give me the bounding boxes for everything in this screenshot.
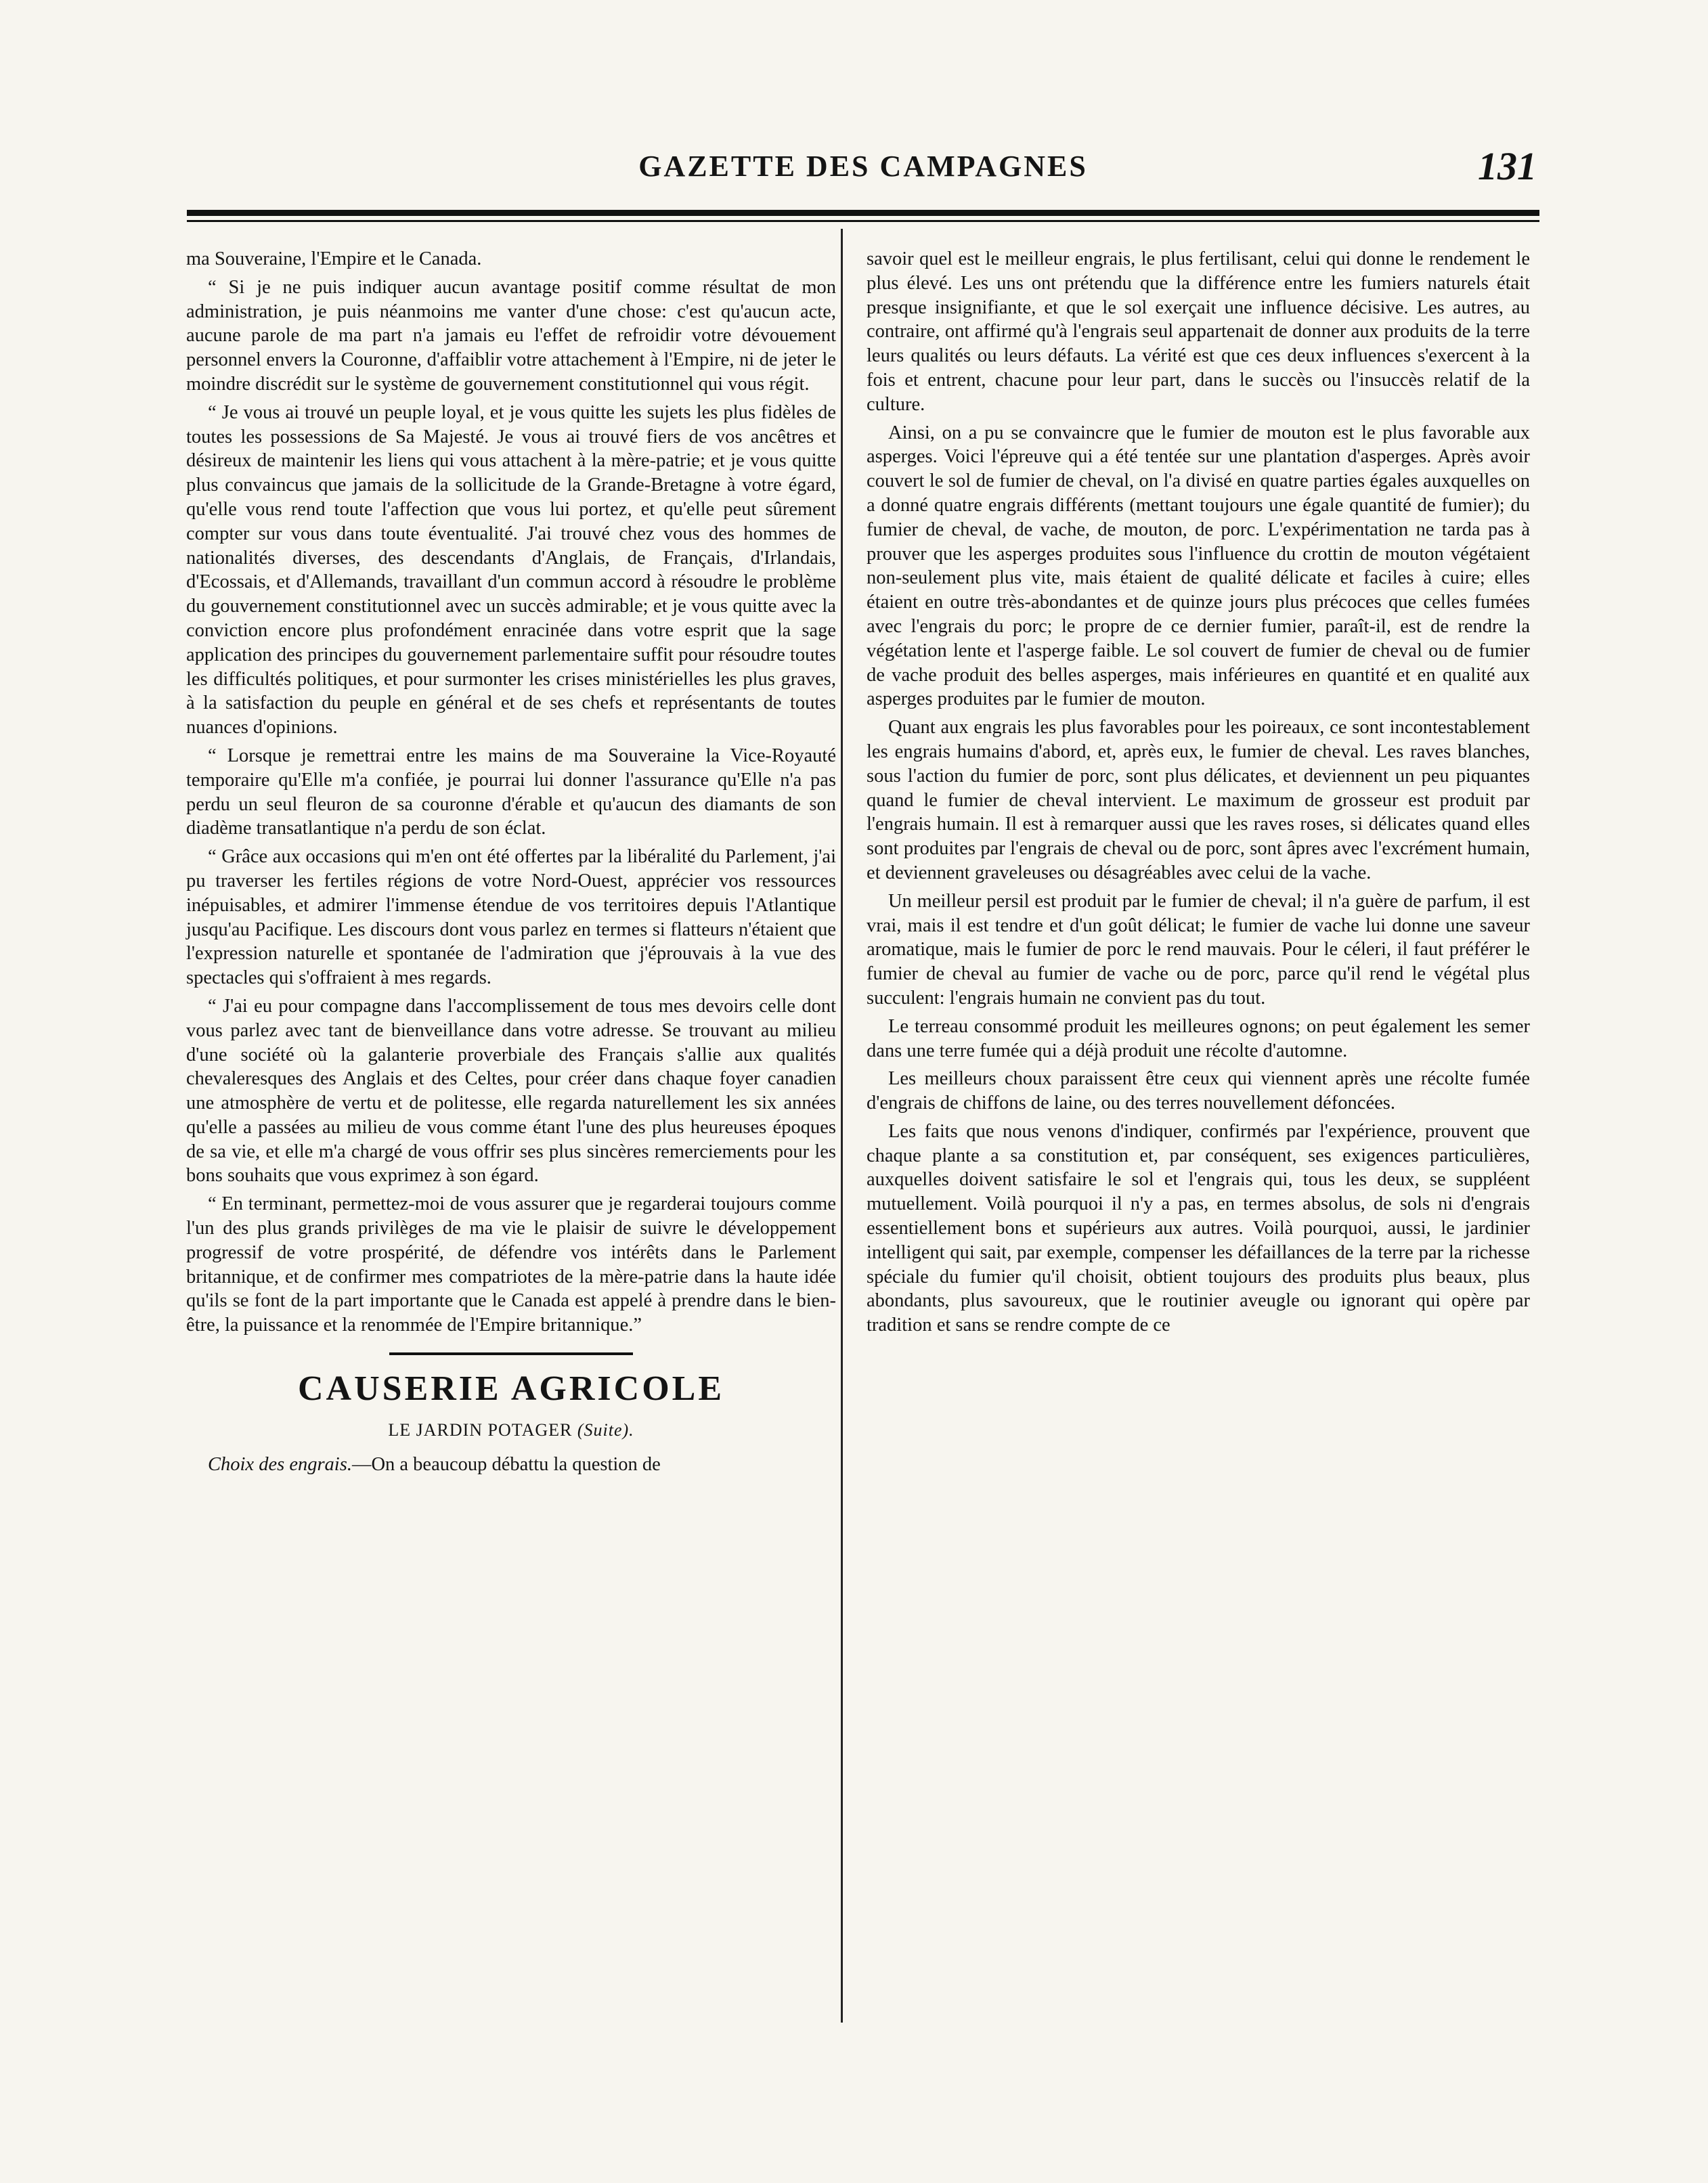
paragraph: Ainsi, on a pu se convaincre que le fumier de mouton est le plus favorable aux asperges. Voici l'épreuve qui a été tentée sur une plantation d'asperges. Après avoir couvert le sol de fumier de cheval, on l'a divisé en quatre parties égales auxquelles on a donné quatre engrais différents (mettant toujours une égale quantité de fumier); du fumier de cheval, de vache, de mouton, de porc. L'expérimentation ne tarda pas à prouver que les asperges produites sous l'influence du crottin de mouton végétaient non-seulement plus vite, mais étaient de qualité délicate et faciles à cuire; elles étaient en outre très-abondantes et de quinze jours plus précoces que celles fumées avec l'engrais du porc; le propre de ce dernier fumier, paraît-il, est de rendre la végétation lente et l'asperge faible. Le sol couvert de fumier de cheval ou de fumier de vache produit des belles asperges, mais inférieures en quantité et en qualité aux asperges produites par le fumier de mouton. [867, 422, 1530, 710]
masthead-title: GAZETTE DES CAMPAGNES [638, 150, 1088, 183]
section-subtitle-suite: (Suite). [577, 1420, 634, 1440]
paragraph: Le terreau consommé produit les meilleures ognons; on peut également les semer dans une terre fumée qui a déjà produit une récolte d'automne. [867, 1015, 1530, 1061]
section-subtitle-text: LE JARDIN POTAGER [388, 1420, 573, 1440]
paragraph: savoir quel est le meilleur engrais, le plus fertilisant, celui qui donne le rendement le plus élevé. Les uns ont prétendu que la différence entre les fumiers naturels était presque insignifiante, et que le sol exerçait une influence décisive. Les autres, au contraire, ont affirmé qu'à l'engrais seul appartenait de donner aux produits de la terre leurs qualités ou leurs défauts. La vérité est que ces deux influences s'exercent à la fois et entrent, chacune pour leur part, dans le succès ou l'insuccès relatif de la culture. [867, 248, 1530, 415]
header-rule-thin [187, 220, 1539, 222]
page-number: 131 [1478, 144, 1537, 188]
left-column [186, 247, 836, 1481]
lead-text: —On a beaucoup débattu la question de [351, 1454, 661, 1476]
paragraph: Les meilleurs choux paraissent être ceux qui viennent après une récolte fumée d'engrais de chiffons de laine, ou des terres nouvellement défoncées. [867, 1068, 1530, 1114]
section-rule [389, 1352, 633, 1355]
section-lead-paragraph [186, 1453, 836, 1477]
paragraph: “ J'ai eu pour compagne dans l'accomplissement de tous mes devoirs celle dont vous parlez avec tant de bienveillance dans votre adresse. Se trouvant au milieu d'une société où la galanterie proverbiale des Français s'allie aux qualités chevaleresques des Anglais et des Celtes, pour créer dans chaque foyer canadien une atmosphère de vertu et de politesse, elle regarda naturellement les six années qu'elle a passées au milieu de vous comme étant l'une des plus heureuses époques de sa vie, et elle m'a chargé de vous offrir ses plus sincères remerciements pour les bons souhaits que vous exprimez à son égard. [186, 995, 836, 1187]
lead-label: Choix des engrais. [208, 1454, 352, 1476]
right-column [867, 247, 1530, 1342]
column-divider [841, 229, 843, 2023]
paragraph: ma Souveraine, l'Empire et le Canada. [186, 248, 482, 269]
paragraph: “ Je vous ai trouvé un peuple loyal, et je vous quitte les sujets les plus fidèles de toutes les possessions de Sa Majesté. Je vous ai trouvé fiers de vos ancêtres et désireux de maintenir les liens qui vous attachent à la mère-patrie; et je vous quitte plus convaincus que jamais de la sollicitude de la Grande-Bretagne à votre égard, qu'elle vous rend toute l'affection que vous lui portez, et qu'elle peut sûrement compter sur vous dans toute éventualité. J'ai trouvé chez vous des hommes de nationalités diverses, des descendants d'Anglais, de Français, d'Irlandais, d'Ecossais, et d'Allemands, travaillant d'un commun accord à résoudre le problème du gouvernement constitutionnel avec un succès admirable; et je vous quitte avec la conviction encore plus profondément enracinée dans votre esprit que la sage application des principes du gouvernement parlementaire suffit pour résoudre toutes les difficultés politiques, et pour surmonter les crises ministérielles les plus graves, à la satisfaction du peuple en général et de ses chefs et représentants de toutes nuances d'opinions. [186, 401, 836, 738]
paragraph: “ En terminant, permettez-moi de vous assurer que je regarderai toujours comme l'un des plus grands privilèges de ma vie le plaisir de suivre le développement progressif de votre prospérité, de défendre vos intérêts dans le Parlement britannique, et de confirmer mes compatriotes de la mère-patrie dans la haute idée qu'ils se font de la part importante que le Canada est appelé à prendre dans le bien-être, la puissance et la renommée de l'Empire britannique.” [186, 1193, 836, 1336]
paragraph: Les faits que nous venons d'indiquer, confirmés par l'expérience, prouvent que chaque plante a sa constitution et, par conséquent, ses exigences particulières, auxquelles doivent satisfaire le sol et l'engrais qui, tous les deux, se suppléent mutuellement. Voilà pourquoi il n'y a pas, en termes absolus, de sols ni d'engrais essentiellement bons et supérieurs aux autres. Voilà pourquoi, aussi, le jardinier intelligent qui sait, par exemple, compenser les défaillances de la terre par la richesse spéciale du fumier qu'il choisit, obtient toujours des produits plus beaux, plus abondants, plus savoureux, que le routinier aveugle ou ignorant qui opère par tradition et sans se rendre compte de ce [867, 1120, 1530, 1336]
paragraph: Un meilleur persil est produit par le fumier de cheval; il n'a guère de parfum, il est vrai, mais il est tendre et d'un goût délicat; le fumier de vache lui donne une saveur aromatique, mais le fumier de porc le rend mauvais. Pour le céleri, il faut préférer le fumier de cheval au fumier de vache ou de porc, parce qu'il rend le végétal plus succulent: l'engrais humain ne convient pas du tout. [867, 890, 1530, 1009]
paragraph: “ Grâce aux occasions qui m'en ont été offertes par la libéralité du Parlement, j'ai pu traverser les fertiles régions de votre Nord-Ouest, apprécier vos ressources inépuisables, et admirer l'immense étendue de vos territoires depuis l'Atlantique jusqu'au Pacifique. Les discours dont vous parlez en termes si flatteurs n'étaient que l'expression naturelle et spontanée de l'admiration que j'éprouvais à la vue des spectacles qui s'offraient à mes regards. [186, 846, 836, 989]
paragraph: “ Si je ne puis indiquer aucun avantage positif comme résultat de mon administration, je puis néanmoins me vanter d'une chose: c'est qu'aucun acte, aucune parole de ma part n'a jamais eu l'effet de refroidir votre dévouement personnel envers la Couronne, d'affaiblir votre attachement à l'Empire, ni de jeter le moindre discrédit sur le système de gouvernement constitutionnel qui vous régit. [186, 276, 836, 395]
paragraph: “ Lorsque je remettrai entre les mains de ma Souveraine la Vice-Royauté temporaire qu'Elle m'a confiée, je pourrai lui donner l'assurance qu'Elle n'a pas perdu un seul fleuron de sa couronne d'érable et qu'aucun des diamants de son diadème transatlantique n'a perdu de son éclat. [186, 745, 836, 839]
section-title: CAUSERIE AGRICOLE [297, 1369, 725, 1409]
section-subtitle [186, 1419, 836, 1442]
header-rule-thick [187, 210, 1539, 216]
paragraph: Quant aux engrais les plus favorables pour les poireaux, ce sont incontestablement les engrais humains d'abord, et, après eux, le fumier de cheval. Les raves blanches, sous l'action du fumier de porc, sont plus délicates, et deviennent un peu piquantes quand le fumier de cheval intervient. Le maximum de grosseur est produit par l'engrais humain. Il est à remarquer aussi que les raves roses, si délicates quand elles sont produites par l'engrais de cheval ou de porc, sont âpres avec l'excrément humain, et deviennent graveleuses ou désagréables avec celui de la vache. [867, 717, 1530, 883]
masthead [190, 144, 1537, 198]
